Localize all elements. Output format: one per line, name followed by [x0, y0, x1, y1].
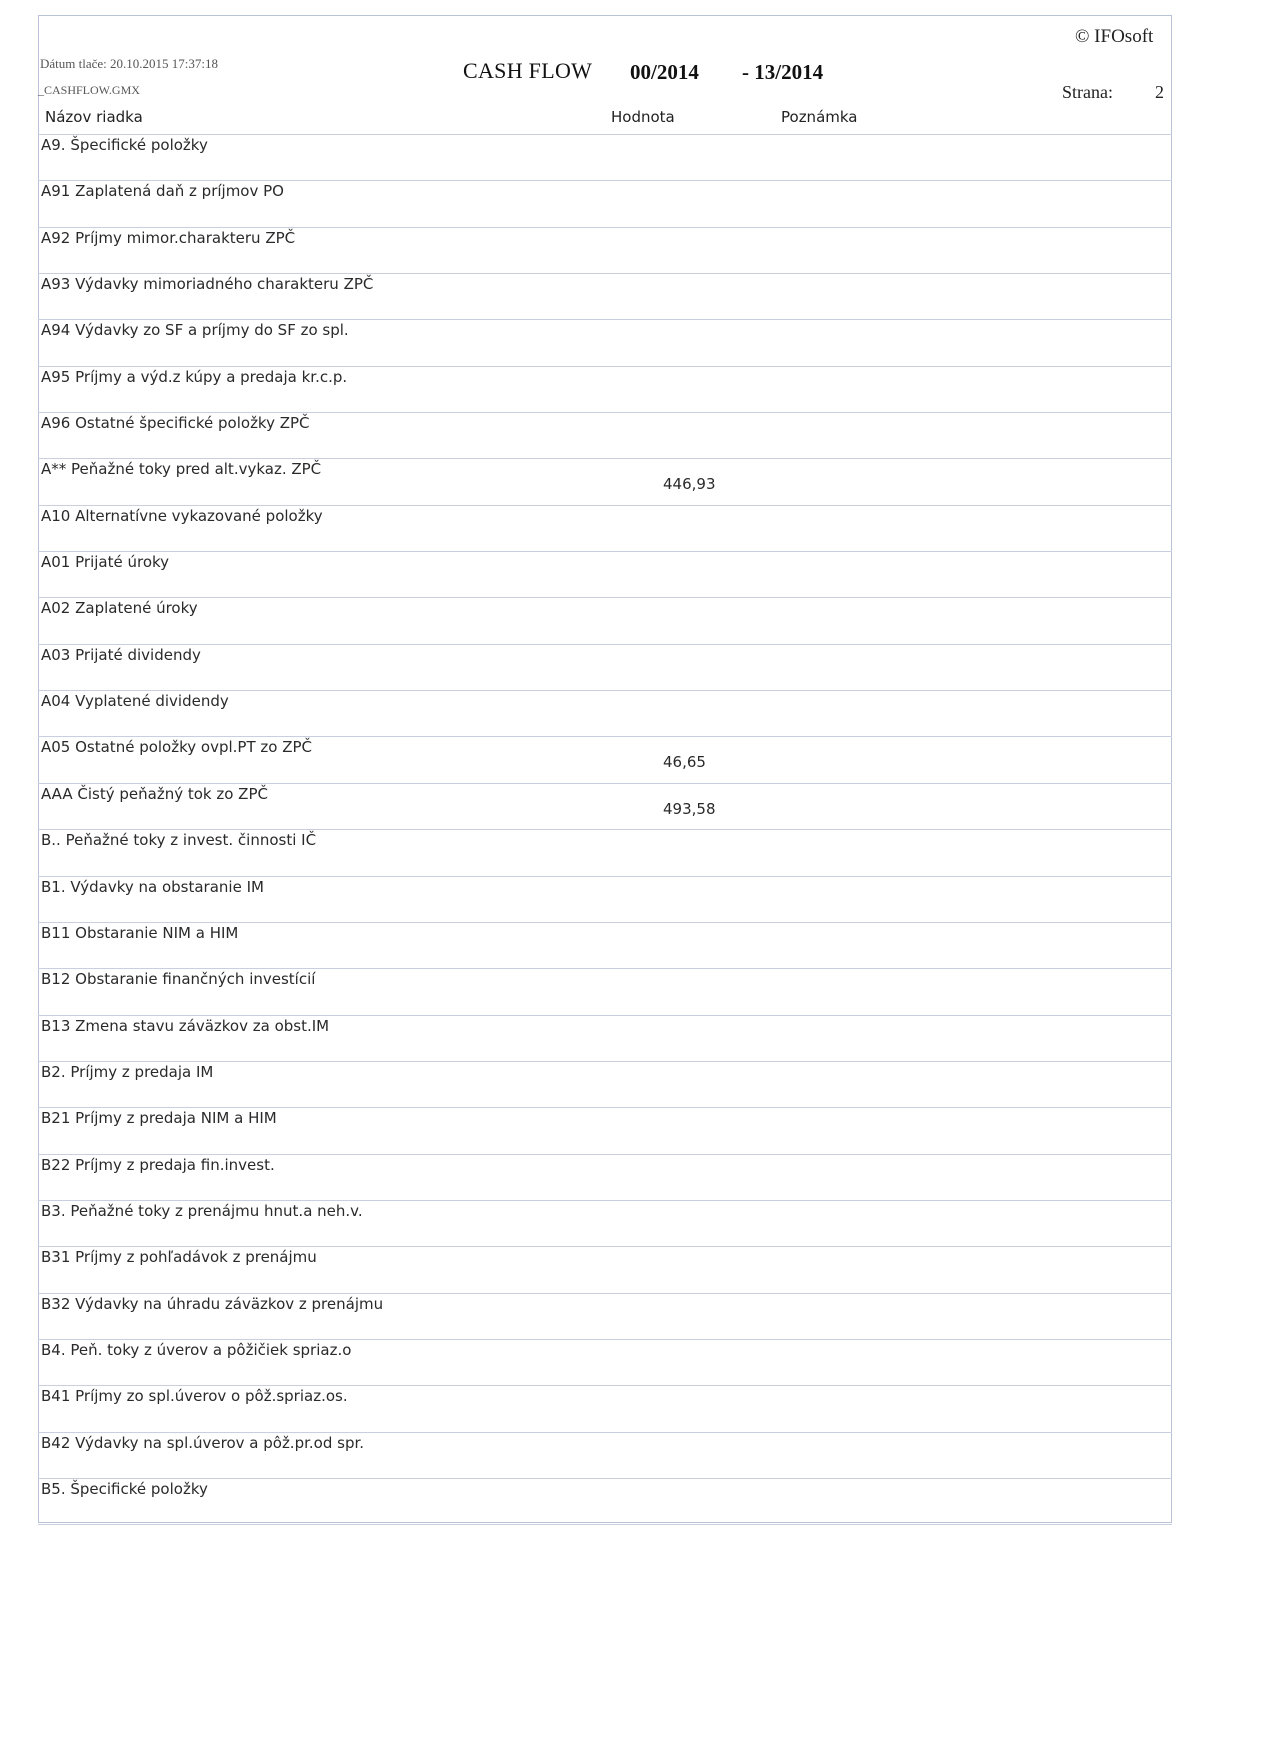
table-row: [38, 1246, 1172, 1292]
print-date: Dátum tlače: 20.10.2015 17:37:18: [40, 56, 219, 71]
row-label: B3. Peňažné toky z prenájmu hnut.a neh.v.: [41, 1201, 363, 1220]
row-label: B.. Peňažné toky z invest. činnosti IČ: [41, 831, 317, 850]
table-row: [38, 1293, 1172, 1339]
table-row: [38, 1015, 1172, 1061]
cashflow-table: [38, 134, 1172, 1525]
table-row: [38, 968, 1172, 1014]
column-header-name: Názov riadka: [45, 108, 143, 126]
row-label: A02 Zaplatené úroky: [41, 599, 198, 618]
table-row: [38, 1385, 1172, 1431]
table-row: [38, 876, 1172, 922]
row-label: B1. Výdavky na obstaranie IM: [41, 877, 264, 896]
row-label: B5. Špecifické položky: [41, 1479, 208, 1498]
page-label: Strana:: [1062, 82, 1113, 102]
table-row: [38, 1107, 1172, 1153]
row-label: B21 Príjmy z predaja NIM a HIM: [41, 1109, 277, 1128]
row-label: A04 Vyplatené dividendy: [41, 692, 229, 711]
row-label: A** Peňažné toky pred alt.vykaz. ZPČ: [41, 460, 322, 479]
row-label: A96 Ostatné špecifické položky ZPČ: [41, 414, 310, 433]
table-row: [38, 1200, 1172, 1246]
row-value: 446,93: [663, 475, 716, 494]
row-label: B12 Obstaranie finančných investícií: [41, 970, 316, 989]
row-label: B4. Peň. toky z úverov a pôžičiek spriaz.o: [41, 1340, 352, 1359]
table-row: [38, 597, 1172, 643]
table-row: [38, 505, 1172, 551]
page-number: 2: [1155, 82, 1164, 102]
row-label: A9. Špecifické položky: [41, 136, 208, 154]
row-label: A92 Príjmy mimor.charakteru ZPČ: [41, 228, 296, 247]
row-label: B2. Príjmy z predaja IM: [41, 1062, 214, 1081]
table-row: [38, 829, 1172, 875]
row-label: B32 Výdavky na úhradu záväzkov z prenájmu: [41, 1294, 384, 1313]
table-row: [38, 273, 1172, 319]
table-row: [38, 783, 1172, 829]
table-row: [38, 366, 1172, 412]
row-label: B11 Obstaranie NIM a HIM: [41, 923, 239, 942]
copyright: © IFOsoft: [1075, 26, 1154, 47]
table-row: [38, 644, 1172, 690]
row-label: AAA Čistý peňažný tok zo ZPČ: [41, 784, 268, 803]
table-row: [38, 922, 1172, 968]
table-row: [38, 227, 1172, 273]
row-label: B31 Príjmy z pohľadávok z prenájmu: [41, 1248, 317, 1267]
table-row: [38, 319, 1172, 365]
row-label: A10 Alternatívne vykazované položky: [41, 506, 323, 525]
row-value: 46,65: [663, 753, 706, 772]
column-header-note: Poznámka: [781, 108, 858, 126]
row-label: A91 Zaplatená daň z príjmov PO: [41, 182, 284, 201]
table-row: [38, 1478, 1172, 1524]
table-row: [38, 458, 1172, 504]
period-to: - 13/2014: [742, 60, 824, 84]
row-label: A03 Prijaté dividendy: [41, 645, 201, 664]
row-label: A05 Ostatné položky ovpl.PT zo ZPČ: [41, 738, 313, 757]
table-row: [38, 1339, 1172, 1385]
table-row: [38, 551, 1172, 597]
column-header-value: Hodnota: [611, 108, 675, 126]
row-label: A93 Výdavky mimoriadného charakteru ZPČ: [41, 275, 374, 294]
row-label: B42 Výdavky na spl.úverov a pôž.pr.od spr.: [41, 1433, 365, 1452]
file-name: _CASHFLOW.GMX: [38, 83, 140, 97]
table-row: [38, 412, 1172, 458]
row-label: A95 Príjmy a výd.z kúpy a predaja kr.c.p.: [41, 367, 348, 386]
table-row: [38, 180, 1172, 226]
row-label: B13 Zmena stavu záväzkov za obst.IM: [41, 1016, 330, 1035]
row-label: A01 Prijaté úroky: [41, 553, 170, 572]
table-row: [38, 1061, 1172, 1107]
table-bottom-line: [38, 1524, 1172, 1525]
row-label: B22 Príjmy z predaja fin.invest.: [41, 1155, 275, 1174]
table-row: [38, 1154, 1172, 1200]
table-row: [38, 736, 1172, 782]
period-from: 00/2014: [630, 60, 699, 84]
row-label: A94 Výdavky zo SF a príjmy do SF zo spl.: [41, 321, 349, 340]
row-label: B41 Príjmy zo spl.úverov o pôž.spriaz.os.: [41, 1387, 348, 1406]
table-row: [38, 1432, 1172, 1478]
table-row: [38, 690, 1172, 736]
report-title: CASH FLOW: [463, 58, 593, 83]
table-row: [38, 134, 1172, 180]
row-value: 493,58: [663, 799, 716, 818]
